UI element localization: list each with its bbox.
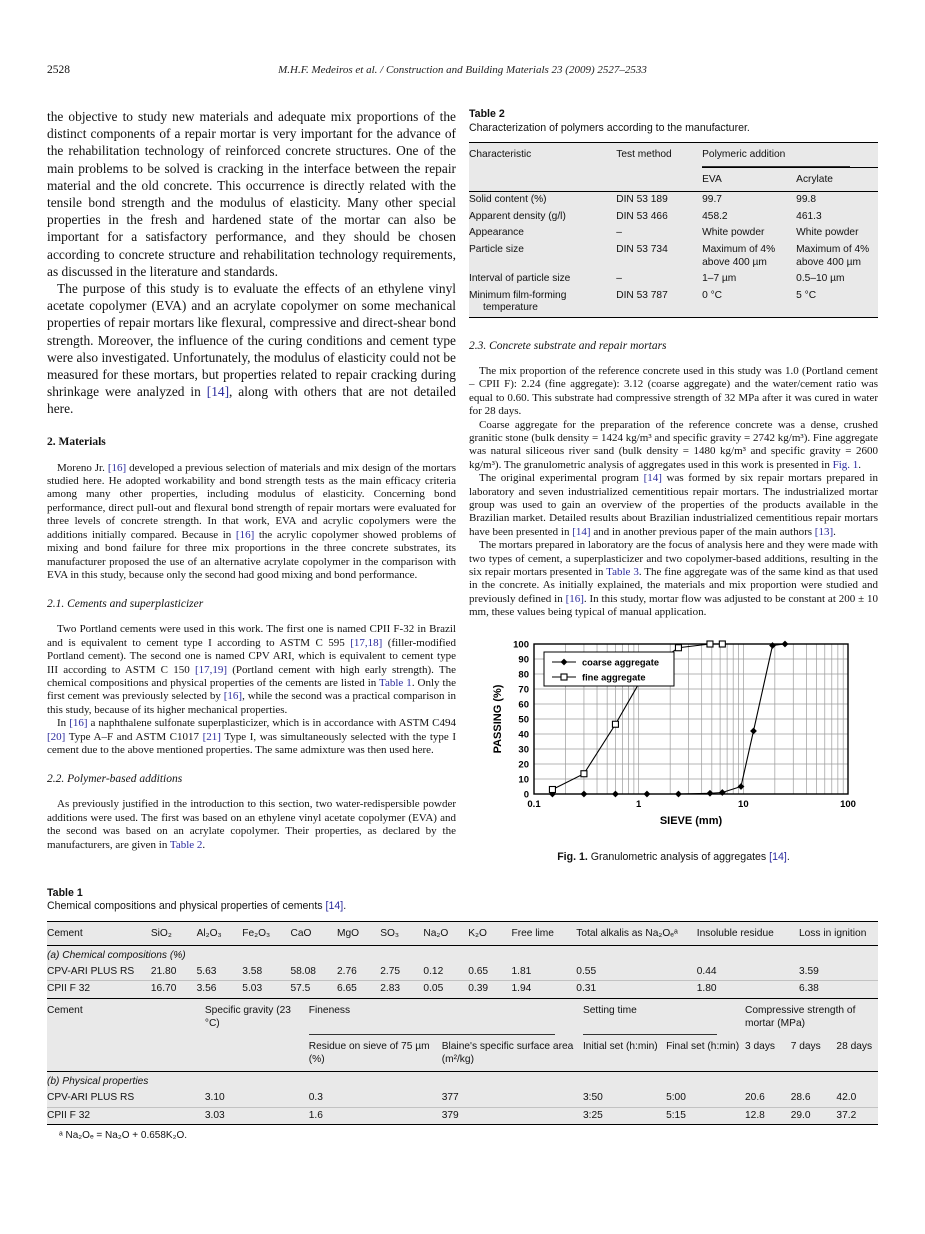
ref-link[interactable]: Table 1 (379, 676, 412, 689)
table-2-label: Table 2 (469, 108, 505, 120)
table-cell: 2.83 (380, 981, 423, 998)
table-cell: Particle size (469, 243, 524, 255)
svg-text:100: 100 (512, 639, 529, 651)
table-header-cell: SO₃ (380, 921, 423, 946)
table-2-block (469, 108, 878, 318)
table-header-cell: Initial set (h:min) (583, 1035, 666, 1072)
table-header-cell: Fe₂O₃ (242, 921, 290, 946)
table-header-cell: 28 days (836, 1035, 878, 1072)
ref-link[interactable]: [14] (325, 900, 344, 913)
text-run: . The fine aggregate was of the same kind as that used in the concrete. As initially explained, the materials and mix proportion were studied and previously defined in (469, 566, 878, 605)
ref-link[interactable]: [13] (814, 525, 834, 538)
ref-link[interactable]: Table 3 (606, 566, 639, 579)
table-section-label: (b) Physical properties (47, 1076, 149, 1088)
svg-text:80: 80 (517, 669, 529, 681)
table-header-cell: Insoluble residue (697, 921, 799, 946)
table-1-caption-text (47, 900, 878, 914)
running-head (47, 64, 878, 80)
text-run: the acrylic copolymer showed problems of mixing and bond failure for three mix proportions in the three concrete substrates, its manufacturer proposed the use of an alternative acrylate copolymer in the comparison with EVA in this study, because only the second had good mixing and bond performance. (47, 528, 457, 581)
table-cell: 0.44 (696, 965, 717, 977)
table-cell: 461.3 (796, 210, 822, 222)
table-row (469, 242, 878, 271)
ref-link[interactable]: [16] (69, 717, 88, 730)
table-cell: 1–7 µm (702, 273, 737, 285)
table-header-cell: 3 days (745, 1035, 791, 1072)
chart-svg (488, 636, 860, 836)
table-cell: 0.55 (576, 965, 597, 977)
table-cell: 3.59 (798, 965, 819, 977)
table-cell: CPII F 32 (47, 1107, 205, 1125)
text-run: . (202, 838, 206, 851)
table-cell: 99.7 (702, 194, 722, 206)
table-2-header-polymeric-addition: Polymeric addition (702, 143, 878, 168)
table-1-block (47, 887, 878, 1142)
text-run: Moreno Jr. (57, 461, 108, 474)
table-cell: 5 °C (796, 289, 817, 301)
table-header-cell: SiO₂ (151, 921, 197, 946)
table-row (469, 192, 878, 209)
table-cell: 1.80 (697, 981, 799, 998)
table-row (469, 288, 878, 318)
table-cell: DIN 53 734 (616, 243, 668, 255)
table-cell: Maximum of 4% above 400 µm (702, 243, 776, 268)
table-cell: 28.6 (790, 1092, 811, 1103)
x-axis-label: SIEVE (mm) (659, 814, 722, 827)
svg-text:0: 0 (523, 789, 529, 801)
table-cell: 99.8 (796, 194, 816, 206)
svg-text:20: 20 (517, 759, 529, 771)
svg-text:90: 90 (517, 654, 529, 666)
ref-link[interactable]: [20] (47, 730, 66, 743)
text-run: The mix proportion of the reference concrete used in this study was 1.0 (Portland cement – CPII F): 2.24 (fine aggregate): 3.12 (coarse aggregate) and the water/cement ratio was equal to 0.60. This substrate had compressive strength of 32 MPa after it was cured in water for 28 days. (469, 364, 878, 418)
ref-link[interactable]: Fig. 1 (832, 458, 859, 471)
table-cell: Interval of particle size (469, 273, 571, 285)
section-2-2-paragraph (47, 798, 456, 852)
table-header-cell: Cement (47, 999, 205, 1072)
table-2-header-test-method: Test method (616, 143, 702, 192)
text-run: developed a previous selection of materials and mix design of the mortars studied here. He adopted workability and bond strength tests as the main efficacy criteria among many other properties, including modulus of elasticity. Concerning bond performance, direct pull-out and flexural bond strength of repair mortars were evaluated for three levels of concrete strength. In that work, EVA and acrylic copolymers were the additions initially compared. Because in (47, 461, 456, 541)
table-cell: 6.65 (337, 981, 380, 998)
ref-link[interactable]: [17,19] (194, 663, 228, 676)
table-header-cell: Total alkalis as Na₂Oₑᵃ (576, 921, 696, 946)
text-run: In (57, 717, 70, 730)
table-cell: 0 °C (702, 289, 723, 301)
table-cell: Minimum film-forming temperature (469, 289, 567, 314)
table-row (47, 1090, 878, 1107)
ref-link[interactable]: [14] (769, 850, 787, 863)
table-cell: 0.3 (308, 1092, 323, 1103)
section-2-3-paragraph-3 (469, 472, 878, 539)
table-cell: 3.10 (204, 1092, 225, 1103)
text-run: Type I, was simultaneously selected with the type I cement due to the above mentioned properties. The same admixture was then used here. (47, 730, 457, 756)
svg-text:30: 30 (517, 744, 529, 756)
table-1-caption (47, 887, 878, 914)
text-run: was formed by six repair mortars prepared in laboratory and seven industrialized cementitious repair mortars. The industrialized mortar group was used to gain an overview of the properties of the products available in the Brazilian market. Detailed results about Brazilian industrialized cementitious repair mortars have been presented in (469, 472, 878, 538)
table-header-cell: Na₂O (423, 921, 468, 946)
text-run: Granulometric analysis of aggregates (587, 850, 770, 863)
table-cell: 5:00 (666, 1092, 686, 1103)
table-header-cell: Final set (h:min) (666, 1035, 745, 1072)
table-cell: White powder (702, 227, 765, 239)
table-header-cell: Cement (47, 921, 151, 946)
table-cell: 1.81 (511, 965, 532, 977)
table-row (469, 225, 878, 242)
table-cell: 20.6 (745, 1092, 765, 1103)
section-2-3-paragraph-2 (469, 419, 878, 473)
table-cell: 12.8 (745, 1107, 791, 1125)
ref-link[interactable]: [14] (206, 384, 230, 400)
table-header-cell: Setting time (583, 999, 745, 1036)
intro-paragraph-1 (47, 108, 456, 280)
ref-link[interactable]: [16] (235, 528, 255, 541)
table-header-cell: CaO (290, 921, 337, 946)
section-2-1-paragraph-2 (47, 717, 456, 757)
text-run: , along with others that are not detailed here. (47, 384, 456, 417)
svg-text:10: 10 (737, 798, 749, 810)
y-axis-label: PASSING (%) (491, 684, 504, 754)
ref-link[interactable]: [16] (565, 592, 584, 605)
text-run: . (858, 458, 862, 471)
section-2-1-paragraph-1 (47, 623, 456, 717)
table-cell: 42.0 (836, 1092, 857, 1103)
table-cell: 3.03 (205, 1107, 309, 1125)
materials-paragraph (47, 462, 456, 583)
ref-link[interactable]: [21] (202, 730, 221, 743)
two-column-body (47, 108, 878, 863)
table-cell: 458.2 (702, 210, 728, 222)
table-cell: 3.58 (242, 965, 263, 977)
table-header-cell: Blaine's specific surface area (m²/kg) (442, 1035, 583, 1072)
ref-link[interactable]: [17,18] (350, 636, 383, 649)
text-run: . Only the first cement was previously selected by (47, 676, 456, 703)
section-2-3-paragraph-1 (469, 365, 878, 419)
ref-link[interactable]: [14] (572, 525, 591, 538)
ref-link[interactable]: [14] (643, 472, 662, 485)
text-run: . (343, 900, 347, 913)
text-run: The purpose of this study is to evaluate the effects of an ethylene vinyl acetate copolymer (EVA) and an acrylate copolymer on some mechanical properties of repair mortars like flexural, compressive and direct-shear bond strength. Moreover, the influence of the curing conditions and cement type were also investigated. Unfortunately, the modulus of elasticity could not be measured for these mortars, but properties related to repair cracking during shrinkage were analyzed in (47, 281, 456, 400)
table-cell: 6.38 (799, 981, 878, 998)
text-run: Type A–F and ASTM C1017 (65, 730, 203, 743)
table-row (47, 1107, 878, 1125)
table-cell: DIN 53 787 (616, 289, 668, 301)
svg-text:50: 50 (517, 714, 529, 726)
svg-text:70: 70 (517, 684, 529, 696)
table-cell: 3.56 (197, 981, 243, 998)
table-row (47, 964, 878, 981)
table-cell: DIN 53 466 (616, 210, 668, 222)
table-cell: 0.31 (576, 981, 696, 998)
table-header-cell: Fineness (309, 999, 583, 1036)
table-cell: 3:50 (582, 1092, 603, 1103)
figure-1 (469, 636, 878, 863)
table-cell: 0.5–10 µm (796, 273, 845, 285)
figure-1-caption (469, 851, 878, 863)
svg-text:coarse aggregate: coarse aggregate (581, 657, 659, 668)
table-cell: 0.65 (468, 965, 489, 977)
figure-1-caption-text (588, 851, 790, 863)
chart-legend (544, 652, 674, 686)
table-2 (469, 142, 878, 318)
table-cell: CPV-ARI PLUS RS (47, 1092, 135, 1103)
table-cell: CPII F 32 (47, 981, 151, 998)
page-number: 2528 (47, 64, 70, 76)
text-run: The mortars prepared in laboratory are the focus of analysis here and they were made with two types of cement, a superplasticizer and two copolymer-based additions, resulting in the six repair mortars presented in (469, 539, 878, 579)
text-run: The original experimental program (479, 472, 644, 485)
table-cell: 5.03 (242, 981, 290, 998)
table-section-row (47, 1072, 878, 1090)
table-cell: White powder (796, 227, 859, 239)
table-header-cell: Specific gravity (23 °C) (205, 999, 309, 1072)
table-header-cell: MgO (337, 921, 380, 946)
table-cell: 2.76 (337, 965, 357, 977)
table-1-label: Table 1 (47, 886, 83, 899)
table-cell: 2.75 (380, 965, 401, 977)
table-cell: 58.08 (290, 965, 316, 977)
table-cell: 1.6 (309, 1107, 442, 1125)
table-row (47, 981, 878, 998)
table-cell: 0.05 (423, 981, 468, 998)
text-run: . (833, 525, 836, 538)
table-cell: 5.63 (196, 965, 217, 977)
table-cell: Apparent density (g/l) (469, 210, 566, 222)
table-cell: DIN 53 189 (616, 194, 668, 206)
text-run: , while the second was a practical comparison in this study, because of its higher mechanical properties. (47, 690, 456, 716)
table-cell: 3:25 (583, 1107, 666, 1125)
ref-link[interactable]: Table 2 (169, 838, 203, 851)
table-cell: 21.80 (150, 965, 177, 977)
table-2-header-eva: EVA (702, 167, 796, 192)
text-run: and in another previous paper of the main authors (590, 525, 815, 538)
text-run: Two Portland cements were used in this work. The first one is named CPII F-32 in Brazil and is equivalent to cement type I according to ASTM C 595 (47, 623, 456, 649)
text-run: a naphthalene sulfonate superplasticizer, which is in accordance with ASTM C494 (87, 717, 456, 730)
table-cell: 379 (442, 1107, 583, 1125)
table-cell: 0.39 (468, 981, 511, 998)
text-run: (filler-modified Portland cement). The second one is named CPV ARI, which is equivalent to cement type III according to ASTM C 150 (47, 636, 456, 676)
table-cell: – (616, 227, 622, 239)
table-header-cell: Al₂O₃ (197, 921, 243, 946)
table-1-part-a (47, 921, 878, 998)
table-cell: 0.12 (423, 965, 444, 977)
svg-text:1: 1 (635, 798, 641, 810)
text-run: Chemical compositions and physical properties of cements (47, 900, 326, 913)
section-heading-2-3: 2.3. Concrete substrate and repair mortars (469, 339, 667, 352)
table-section-label: (a) Chemical compositions (%) (47, 950, 186, 962)
table-cell: 1.94 (511, 981, 576, 998)
table-header-cell: Loss in ignition (799, 921, 878, 946)
table-row (469, 271, 878, 288)
granulometry-chart (488, 636, 860, 841)
right-column (469, 108, 878, 863)
text-run: Coarse aggregate for the preparation of the reference concrete was a dense, crushed granitic stone (bulk density = 1424 kg/m³ and specific gravity = 2742 kg/m³). Fine aggregate was natural siliceous river sand (bulk density = 1480 kg/m³ and specific gravity = 2600 kg/m³). The granulometric analysis of aggregates used in this work is presented in (469, 418, 878, 471)
table-header-cell: 7 days (791, 1035, 837, 1072)
table-cell: Solid content (%) (469, 194, 547, 206)
svg-text:10: 10 (517, 774, 529, 786)
svg-text:0.1: 0.1 (526, 798, 541, 810)
table-2-header-acrylate: Acrylate (796, 167, 878, 192)
text-run: As previously justified in the introduction to this section, two water-redispersible powder additions were used. The first was based on an ethylene vinyl acetate copolymer (EVA) and the second was based on an acrylate copolymer. Their properties, as declared by the manufacturers, are given in (47, 798, 456, 851)
table-cell: Maximum of 4% above 400 µm (796, 243, 870, 268)
section-heading-2-2: 2.2. Polymer-based additions (47, 773, 183, 786)
text-run: . (786, 850, 790, 863)
section-heading-2-1: 2.1. Cements and superplasticizer (47, 598, 204, 611)
left-column (47, 108, 456, 852)
intro-paragraph-2 (47, 280, 456, 418)
table-2-caption-text: Characterization of polymers according to the manufacturer. (469, 121, 750, 134)
table-cell: 5:15 (666, 1107, 745, 1125)
ref-link[interactable]: [16] (107, 461, 127, 474)
table-cell: 29.0 (791, 1107, 837, 1125)
table-cell: 37.2 (836, 1107, 878, 1125)
table-cell: Appearance (469, 227, 524, 239)
svg-text:40: 40 (517, 729, 529, 741)
table-2-caption (469, 108, 878, 135)
section-heading-materials: 2. Materials (47, 435, 106, 448)
table-row (469, 209, 878, 226)
table-1-footnote: ᵃ Na₂Oₑ = Na₂O + 0.658K₂O. (59, 1130, 188, 1142)
ref-link[interactable]: [16] (223, 690, 243, 703)
table-header-cell: K₂O (468, 921, 511, 946)
table-cell: – (616, 273, 622, 285)
table-header-cell: Compressive strength of mortar (MPa) (745, 1005, 856, 1029)
table-header-cell: Residue on sieve of 75 µm (%) (309, 1035, 442, 1072)
table-cell: 57.5 (290, 981, 337, 998)
table-2-header-characteristic: Characteristic (469, 143, 616, 192)
svg-text:fine aggregate: fine aggregate (581, 672, 646, 683)
text-run: . In this study, mortar flow was adjusted to be constant at 200 ± 10 mm, these values being typical of manual application. (469, 592, 879, 619)
table-cell: CPV-ARI PLUS RS (47, 965, 135, 977)
table-cell: 16.70 (151, 981, 197, 998)
svg-text:60: 60 (517, 699, 529, 711)
svg-text:100: 100 (839, 798, 856, 810)
section-2-3-paragraph-4 (469, 539, 878, 619)
table-header-cell: Free lime (511, 921, 576, 946)
text-run: (Portland cement with high early strength). The chemical compositions and physical properties of the cements are listed in (47, 663, 456, 689)
running-head-citation: M.H.F. Medeiros et al. / Construction and Building Materials 23 (2009) 2527–2533 (278, 64, 647, 76)
table-section-row (47, 946, 878, 964)
table-1-part-b (47, 998, 878, 1125)
text-run: the objective to study new materials and adequate mix proportions of the distinct components of a repair mortar is very important for the advance of the rehabilitation technology of reinforced concrete structures. One of the main problems to be solved is cracking in the interface between the repair material and the old concrete. This occurrence is directly related with the tensile bond strength and the modulus of elasticity. Many other special properties in the fresh and hardened state of the mortar can also be important for a satisfactory performance, and they should be chosen according to concrete structure and rehabilitation technology requirements, as discussed in the literature and standards. (47, 109, 456, 279)
figure-1-caption-label: Fig. 1. (557, 850, 588, 863)
table-cell: 377 (441, 1092, 459, 1103)
